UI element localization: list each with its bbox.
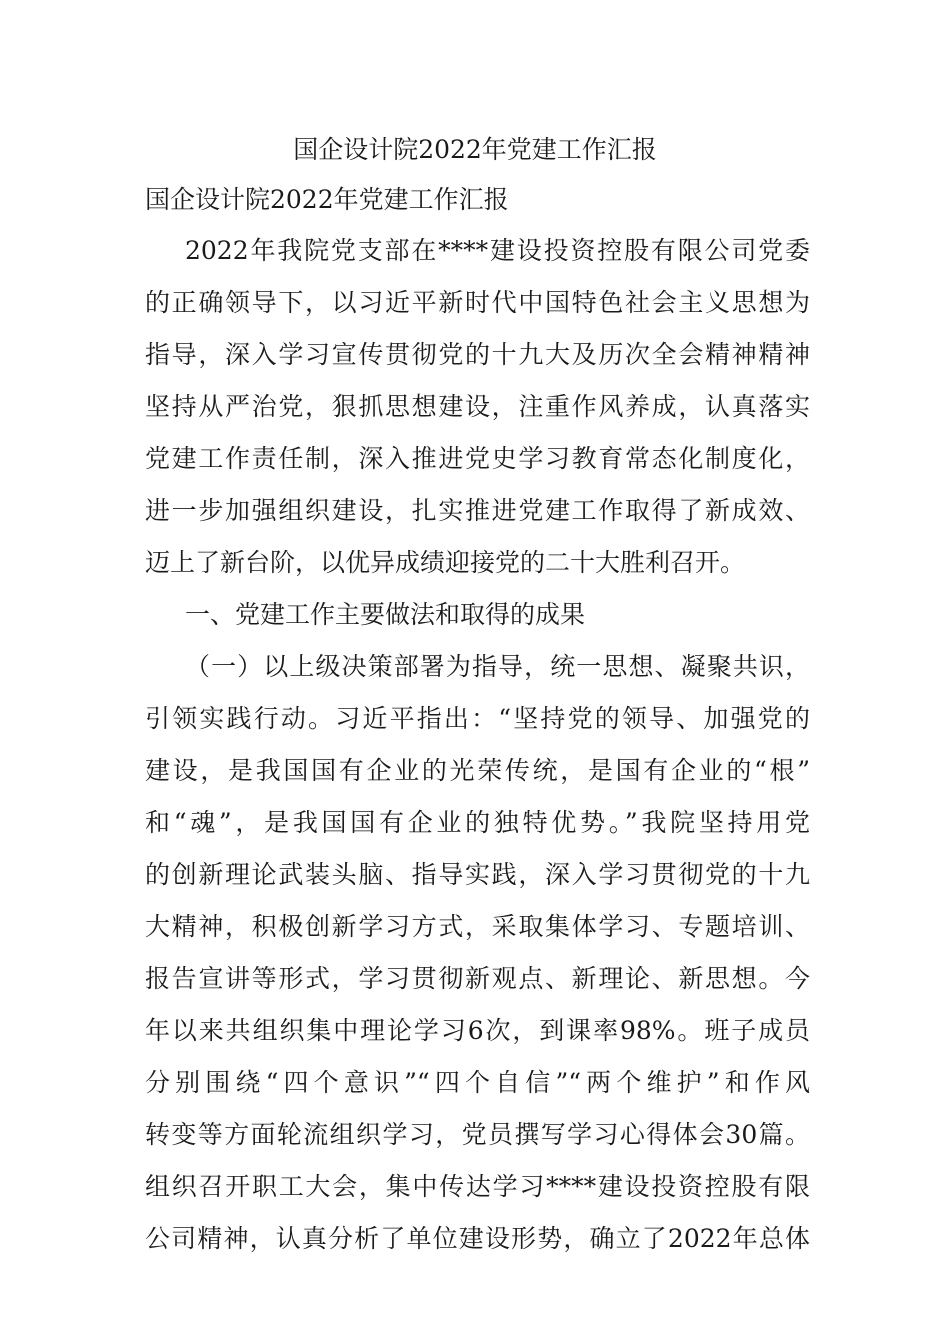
- paragraph-line: 年以来共组织集中理论学习6次，到课率98%。班子成员: [145, 1016, 810, 1045]
- paragraph-line: （一）以上级决策部署为指导，统一思想、凝聚共识，: [185, 652, 810, 681]
- paragraph-line: 迈上了新台阶，以优异成绩迎接党的二十大胜利召开。: [145, 548, 746, 577]
- paragraph-line: 大精神，积极创新学习方式，采取集体学习、专题培训、: [145, 912, 810, 941]
- paragraph-line: 的创新理论武装头脑、指导实践，深入学习贯彻党的十九: [145, 860, 810, 889]
- paragraph-line: 转变等方面轮流组织学习，党员撰写学习心得体会30篇。: [145, 1120, 810, 1149]
- paragraph-line: 指导，深入学习宣传贯彻党的十九大及历次全会精神精神: [145, 340, 810, 369]
- paragraph-line: 报告宣讲等形式，学习贯彻新观点、新理论、新思想。今: [145, 964, 810, 993]
- paragraph-line: 公司精神，认真分析了单位建设形势，确立了2022年总体: [145, 1224, 810, 1253]
- paragraph-line: 组织召开职工大会，集中传达学习****建设投资控股有限: [145, 1172, 810, 1201]
- paragraph-line: 建设，是我国国有企业的光荣传统，是国有企业的“根”: [145, 756, 810, 785]
- paragraph-line: 2022年我院党支部在****建设投资控股有限公司党委: [185, 236, 810, 265]
- document-subtitle: 国企设计院2022年党建工作汇报: [145, 185, 509, 214]
- paragraph-line: 进一步加强组织建设，扎实推进党建工作取得了新成效、: [145, 496, 810, 525]
- paragraph-line: 和“魂”，是我国国有企业的独特优势。”我院坚持用党: [145, 808, 810, 837]
- paragraph-line: 引领实践行动。习近平指出：“坚持党的领导、加强党的: [145, 704, 810, 733]
- section-heading: 一、党建工作主要做法和取得的成果: [185, 600, 586, 629]
- paragraph-line: 坚持从严治党，狠抓思想建设，注重作风养成，认真落实: [145, 392, 810, 421]
- document-title: 国企设计院2022年党建工作汇报: [293, 135, 657, 164]
- paragraph-line: 分别围绕“四个意识”“四个自信”“两个维护”和作风: [145, 1068, 810, 1097]
- paragraph-line: 党建工作责任制，深入推进党史学习教育常态化制度化，: [145, 444, 810, 473]
- document-body: [145, 231, 810, 1271]
- paragraph-line: 的正确领导下，以习近平新时代中国特色社会主义思想为: [145, 288, 810, 317]
